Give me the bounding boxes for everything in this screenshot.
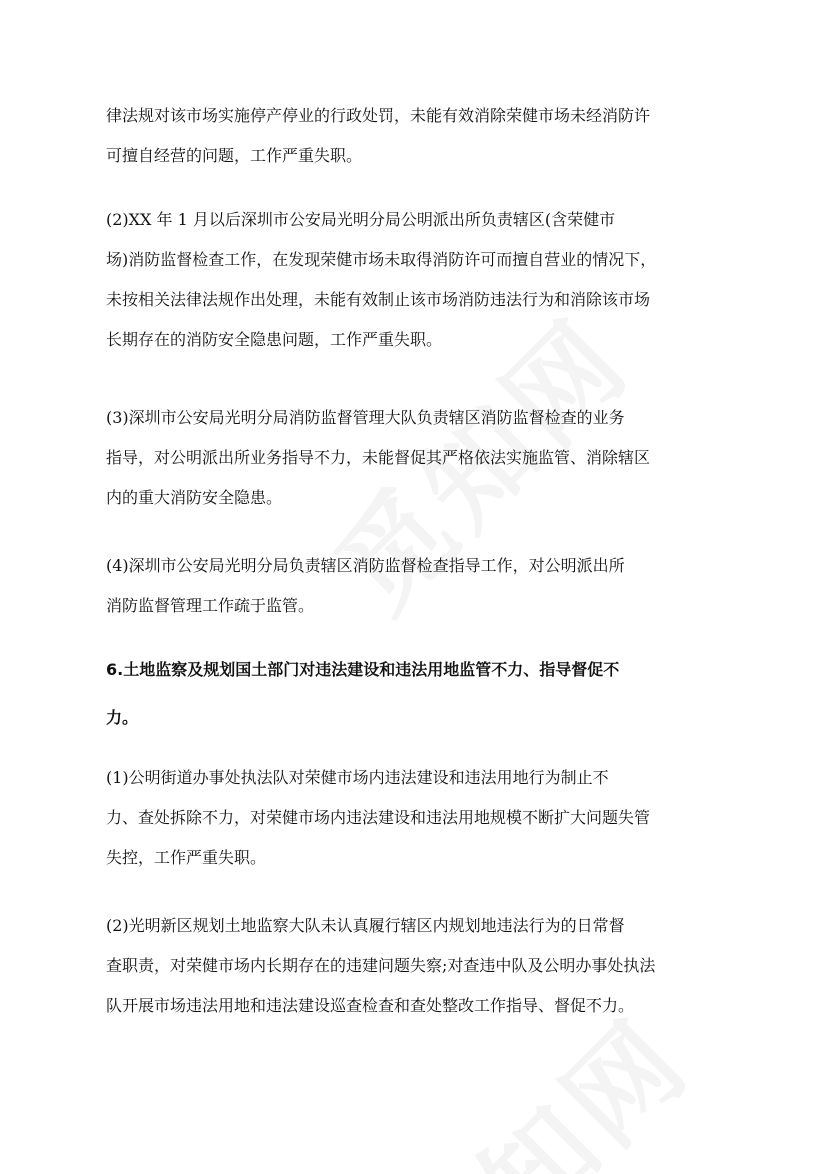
text-line: 律法规对该市场实施停产停业的行政处罚，未能有效消除荣健市场未经消防许 xyxy=(106,106,651,125)
paragraph-fire-penalty-conclusion xyxy=(106,96,726,176)
paragraph-item-1-street-office xyxy=(106,758,726,878)
text-line: 长期存在的消防安全隐患问题，工作严重失职。 xyxy=(106,330,443,349)
text-line: 内的重大消防安全隐患。 xyxy=(106,488,283,507)
heading-line: 6.土地监察及规划国土部门对违法建设和违法用地监管不力、指导督促不 xyxy=(106,660,620,679)
paragraph-item-2-land-inspection xyxy=(106,906,726,1026)
paragraph-item-4-branch-bureau xyxy=(106,546,726,626)
text-line: (3)深圳市公安局光明分局消防监督管理大队负责辖区消防监督检查的业务 xyxy=(106,408,625,427)
paragraph-item-2-police-station xyxy=(106,200,726,360)
text-line: 队开展市场违法用地和违法建设巡查检查和查处整改工作指导、督促不力。 xyxy=(106,996,635,1015)
paragraph-item-3-fire-brigade xyxy=(106,398,726,518)
text-line: (4)深圳市公安局光明分局负责辖区消防监督检查指导工作，对公明派出所 xyxy=(106,556,625,575)
text-line: 查职责，对荣健市场内长期存在的违建问题失察;对查违中队及公明办事处执法 xyxy=(106,956,656,975)
text-line: (2)光明新区规划土地监察大队未认真履行辖区内规划地违法行为的日常督 xyxy=(106,916,625,935)
text-line: 可擅自经营的问题，工作严重失职。 xyxy=(106,146,363,165)
text-line: 消防监督管理工作疏于监管。 xyxy=(106,596,315,615)
text-line: 场)消防监督检查工作，在发现荣健市场未取得消防许可而擅自营业的情况下， xyxy=(106,250,657,269)
section-heading-6 xyxy=(106,646,726,742)
text-line: (2)XX 年 1 月以后深圳市公安局光明分局公明派出所负责辖区(含荣健市 xyxy=(106,210,616,229)
heading-line: 力。 xyxy=(106,708,139,727)
text-line: 未按相关法律法规作出处理，未能有效制止该市场消防违法行为和消除该市场 xyxy=(106,290,651,309)
text-line: 指导，对公明派出所业务指导不力，未能督促其严格依法实施监管、消除辖区 xyxy=(106,448,651,467)
text-line: 力、查处拆除不力，对荣健市场内违法建设和违法用地规模不断扩大问题失管 xyxy=(106,808,651,827)
text-line: (1)公明街道办事处执法队对荣健市场内违法建设和违法用地行为制止不 xyxy=(106,768,609,787)
text-line: 失控，工作严重失职。 xyxy=(106,848,267,867)
